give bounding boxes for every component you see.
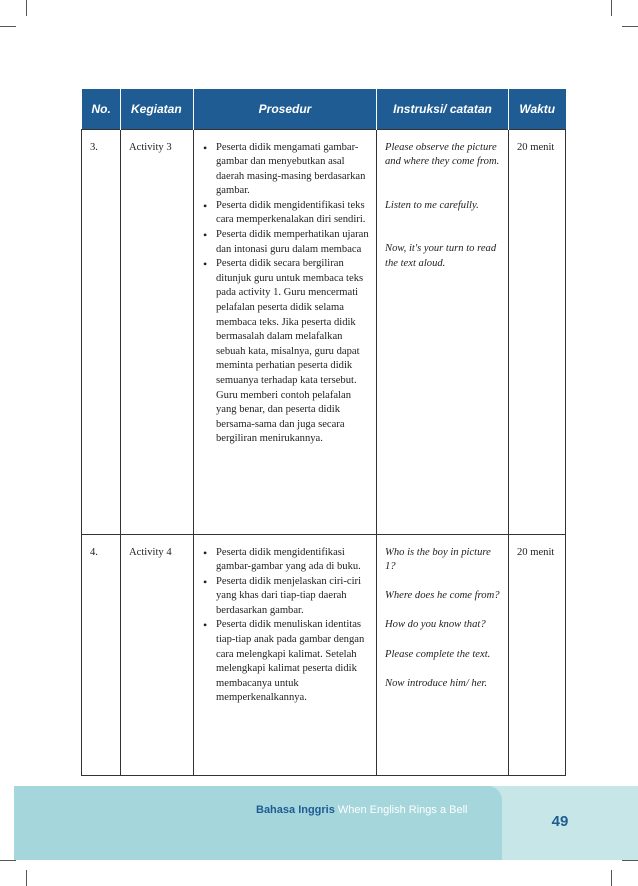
instruction-text: Listen to me carefully.	[385, 199, 479, 211]
instruction-text: Please complete the text.	[385, 648, 491, 660]
footer-band	[14, 786, 502, 860]
crop-mark-bottom-left-h	[0, 860, 16, 861]
table-header-row	[82, 89, 566, 129]
table-row	[82, 129, 566, 534]
header-kegiatan: Kegiatan	[121, 89, 194, 129]
row-activity: Activity 3	[121, 129, 194, 534]
header-prosedur: Prosedur	[194, 89, 377, 129]
page-number: 49	[540, 801, 580, 841]
crop-mark-bottom-right-h	[622, 860, 638, 861]
lesson-plan-table	[81, 89, 566, 776]
procedure-item: • Peserta didik menjelaskan ciri-ciri yang khas dari tiap-tiap daerah berdasarkan gambar.	[202, 575, 370, 619]
footer-book-title	[256, 804, 467, 816]
row-time: 20 menit	[509, 534, 566, 775]
instruction-text: How do you know that?	[385, 619, 486, 631]
crop-mark-top-left-v	[26, 0, 27, 16]
procedure-item: • Peserta didik mengamati gambar-gambar dan menyebutkan asal daerah masing-masing berdasarkan gambar.	[202, 141, 370, 199]
procedure-item: • Peserta didik secara bergiliran ditunjuk guru untuk membaca teks pada activity 1. Guru mencermati pelafalan peserta didik selama membaca teks. Jika peserta didik bermasalah dalam melafalkan sebuah kata, misalnya, guru dapat meminta perhatian peserta didik semuanya terhadap kata tersebut. Guru memberi contoh pelafalan yang benar, dan peserta didik bersama-sama dan juga secara bergiliran menirukannya.	[202, 257, 370, 447]
row-number: 3.	[82, 129, 121, 534]
crop-mark-bottom-left-v	[26, 870, 27, 886]
row-activity: Activity 4	[121, 534, 194, 775]
instruction-text: Where does he come from?	[385, 590, 500, 602]
book-title: Bahasa Inggris	[256, 804, 335, 816]
crop-mark-top-right-v	[611, 0, 612, 16]
row-procedures	[194, 534, 377, 775]
row-instructions	[377, 129, 509, 534]
instruction-text: Now, it's your turn to read the text aloud.	[385, 243, 497, 269]
header-no: No.	[82, 89, 121, 129]
crop-mark-bottom-right-v	[611, 870, 612, 886]
instruction-text: Now introduce him/ her.	[385, 677, 488, 689]
row-instructions	[377, 534, 509, 775]
row-number: 4.	[82, 534, 121, 775]
procedure-item: • Peserta didik menuliskan identitas tiap-tiap anak pada gambar dengan cara melengkapi kalimat. Setelah melengkapi kalimat peserta didik membacanya untuk memperkenalkannya.	[202, 618, 370, 706]
procedure-item: • Peserta didik mengidentifikasi gambar-gambar yang ada di buku.	[202, 546, 370, 575]
header-waktu: Waktu	[509, 89, 566, 129]
procedure-item: • Peserta didik mengidentifikasi teks cara memperkenalakan diri sendiri.	[202, 199, 370, 228]
header-instruksi: Instruksi/ catatan	[377, 89, 509, 129]
instruction-text: Please observe the picture and where they come from.	[385, 141, 500, 168]
crop-mark-top-left-h	[0, 26, 16, 27]
instruction-text: Who is the boy in picture 1?	[385, 546, 491, 573]
procedure-item: • Peserta didik memperhatikan ujaran dan intonasi guru dalam membaca	[202, 228, 370, 257]
crop-mark-top-right-h	[622, 26, 638, 27]
row-procedures	[194, 129, 377, 534]
row-time: 20 menit	[509, 129, 566, 534]
table-row	[82, 534, 566, 775]
book-subtitle: When English Rings a Bell	[337, 804, 468, 816]
